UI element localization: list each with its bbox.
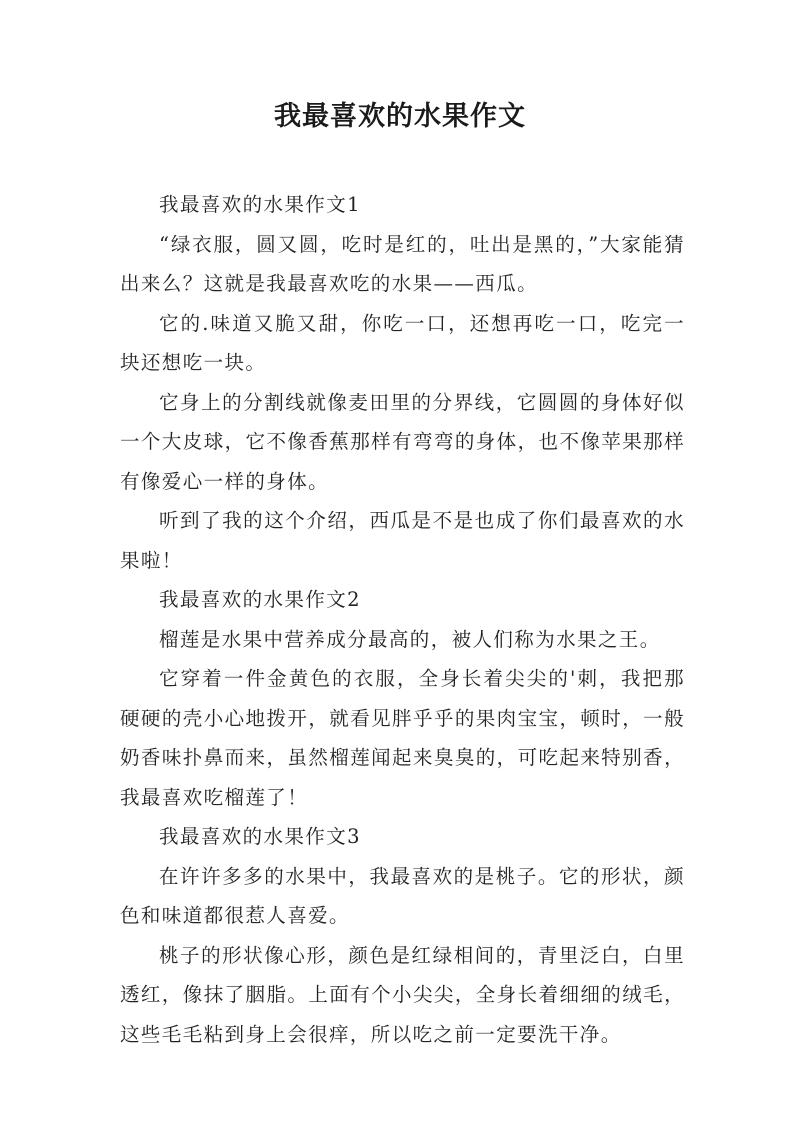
paragraph: 桃子的形状像心形，颜色是红绿相间的，青里泛白，白里透红，像抹了胭脂。上面有个小尖尖，全身长着细细的绒毛，这些毛毛粘到身上会很痒，所以吃之前一定要洗干净。 (120, 943, 685, 1046)
paragraph: 榴莲是水果中营养成分最高的，被人们称为水果之王。 (159, 627, 661, 651)
paragraph: 在许许多多的水果中，我最喜欢的是桃子。它的形状，颜色和味道都很惹人喜爱。 (120, 864, 685, 927)
document-body (120, 185, 685, 1054)
paragraph: 它穿着一件金黄色的衣服，全身长着尖尖的'刺，我把那硬硬的壳小心地拨开，就看见胖乎乎的果肉宝宝，顿时，一般奶香味扑鼻而来，虽然榴莲闻起来臭臭的，可吃起来特别香，我最喜欢吃榴莲了！ (120, 667, 685, 809)
paragraph: 它的.味道又脆又甜，你吃一口，还想再吃一口，吃完一块还想吃一块。 (120, 311, 685, 374)
paragraph: 它身上的分割线就像麦田里的分界线，它圆圆的身体好似一个大皮球，它不像香蕉那样有弯弯的身体，也不像苹果那样有像爱心一样的身体。 (120, 390, 685, 493)
essay-heading-2: 我最喜欢的水果作文2 (159, 588, 361, 611)
essay-heading-1: 我最喜欢的水果作文1 (159, 193, 361, 216)
essay-heading-3: 我最喜欢的水果作文3 (159, 825, 361, 848)
paragraph: 听到了我的这个介绍，西瓜是不是也成了你们最喜欢的水果啦！ (120, 509, 685, 572)
paragraph: “绿衣服，圆又圆，吃时是红的，吐出是黑的，”大家能猜出来么？这就是我最喜欢吃的水果——西瓜。 (120, 232, 685, 295)
document-title: 我最喜欢的水果作文 (274, 101, 526, 132)
